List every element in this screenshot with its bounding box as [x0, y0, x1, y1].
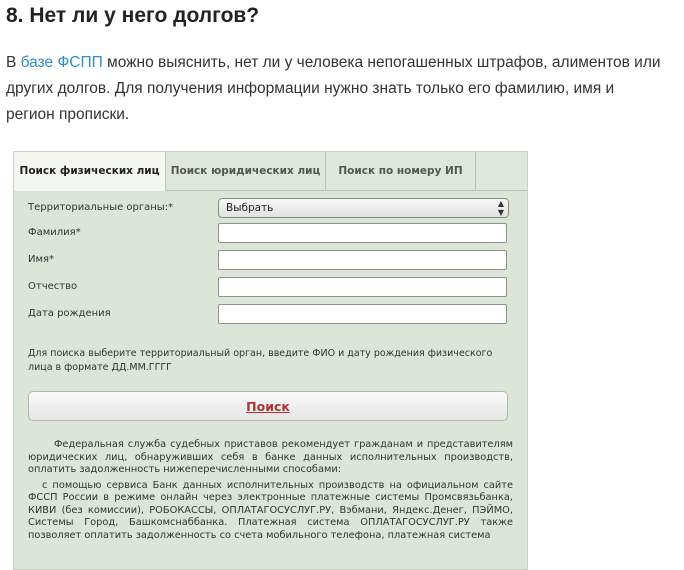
- birthdate-label: Дата рождения: [28, 308, 111, 319]
- region-select[interactable]: [218, 198, 509, 218]
- fssp-database-link[interactable]: базе ФСПП: [20, 54, 103, 71]
- surname-row: [28, 223, 513, 245]
- region-label: Территориальные органы:*: [28, 202, 174, 213]
- name-label: Имя*: [28, 254, 55, 265]
- patronymic-label: Отчество: [28, 281, 78, 292]
- article-heading: 8. Нет ли у него долгов?: [6, 4, 260, 27]
- search-button[interactable]: [28, 391, 508, 421]
- fssp-search-form: [13, 151, 528, 570]
- tab-enforcement-number[interactable]: Поиск по номеру ИП: [326, 152, 476, 190]
- article-intro: [6, 50, 666, 128]
- patronymic-row: [28, 277, 513, 299]
- intro-prefix: В: [6, 54, 21, 71]
- updown-arrows-icon: ▲ ▼: [497, 199, 504, 217]
- search-hint: Для поиска выберите территориальный орган, введите ФИО и дату рождения физического лица в формате ДД.ММ.ГГГГ: [28, 348, 493, 373]
- patronymic-input[interactable]: [218, 277, 507, 297]
- birthdate-input[interactable]: [218, 304, 507, 324]
- notice-paragraph-2: с помощью сервиса Банк данных исполнительных производств на официальном сайте ФССП России в режиме онлайн через электронные платежные системы Промсвязьбанка, КИВИ (без комиссии), РОБОКАССЫ, ОПЛАТАГОСУСЛУГ.РУ, Вэбмани, Яндекс.Денег, ПЭЙМО, Системы Город, Башкомснаббанка. Платежная система ОПЛАТАГОСУСЛУГ.РУ также позволяет оплатить задолженность со счета мобильного телефона, платежная система: [28, 479, 513, 541]
- birthdate-row: [28, 304, 513, 326]
- search-button-label: Поиск: [246, 399, 290, 414]
- name-input[interactable]: [218, 250, 507, 270]
- tab-legal-entities[interactable]: Поиск юридических лиц: [166, 152, 326, 190]
- surname-label: Фамилия*: [28, 227, 81, 238]
- notice-paragraph-1: Федеральная служба судебных приставов рекомендует гражданам и представителям юридических лиц, обнаруживших себя в банке данных исполнительных производств, оплатить задолженность нижеперечисленными способами:: [28, 439, 513, 475]
- intro-text: можно выяснить, нет ли у человека непогашенных штрафов, алиментов или других долгов. Для получения информации нужно знать только его фамилию, имя и регион прописки.: [6, 54, 661, 123]
- region-row: [28, 198, 513, 220]
- surname-input[interactable]: [218, 223, 507, 243]
- name-row: [28, 250, 513, 272]
- region-select-value: Выбрать: [226, 202, 274, 214]
- payment-notice: [28, 439, 513, 542]
- search-tabs: [14, 152, 527, 191]
- tab-individuals[interactable]: Поиск физических лиц: [14, 152, 166, 191]
